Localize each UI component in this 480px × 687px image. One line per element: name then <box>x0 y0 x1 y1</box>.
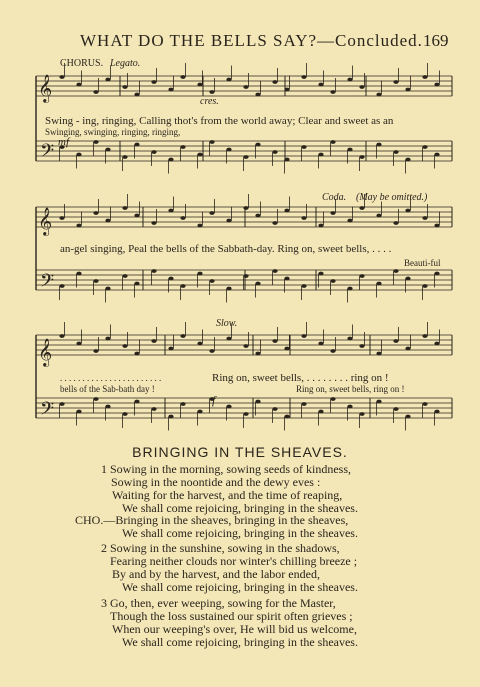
note-head <box>151 221 156 225</box>
note-head <box>76 83 81 87</box>
note-head <box>272 80 277 84</box>
note-head <box>318 224 323 228</box>
treble-clef-icon: 𝄞 <box>38 209 53 235</box>
note-head <box>151 407 156 411</box>
slow-marking: Slow. <box>216 318 238 329</box>
note-head <box>59 402 64 406</box>
note-head <box>376 352 381 356</box>
note-head <box>168 415 173 419</box>
note-head <box>393 339 398 343</box>
note-head <box>122 85 127 89</box>
bass-clef-icon: 𝄢 <box>40 140 55 165</box>
note-head <box>197 410 202 414</box>
verse-line: 3 Go, then, ever weeping, sowing for the Master, <box>101 596 336 610</box>
note-head <box>347 219 352 223</box>
note-head <box>197 342 202 346</box>
bass-clef-icon: 𝄢 <box>40 398 55 423</box>
note-head <box>376 214 381 218</box>
note-head <box>93 397 98 401</box>
note-head <box>330 279 335 283</box>
note-head <box>434 410 439 414</box>
note-head <box>393 80 398 84</box>
note-head <box>347 148 352 152</box>
note-head <box>405 158 410 162</box>
note-head <box>434 153 439 157</box>
verse-line: We shall come rejoicing, bringing in the sheaves. <box>122 501 358 515</box>
note-head <box>330 90 335 94</box>
note-head <box>76 410 81 414</box>
note-head <box>405 415 410 419</box>
note-head <box>422 284 427 288</box>
note-head <box>405 209 410 213</box>
note-head <box>272 269 277 273</box>
lyric-line: Beauti-ful <box>404 258 441 268</box>
hymn-title: BRINGING IN THE SHEAVES. <box>132 444 348 460</box>
note-head <box>122 155 127 159</box>
note-head <box>180 145 185 149</box>
bass-clef-icon: 𝄢 <box>40 270 55 295</box>
note-head <box>93 211 98 215</box>
note-head <box>318 272 323 276</box>
verse-line: We shall come rejoicing, bringing in the sheaves. <box>122 635 358 649</box>
note-head <box>180 334 185 338</box>
note-head <box>243 155 248 159</box>
note-head <box>318 342 323 346</box>
note-head <box>434 342 439 346</box>
note-head <box>59 284 64 288</box>
note-head <box>376 143 381 147</box>
note-head <box>359 344 364 348</box>
note-head <box>405 277 410 281</box>
note-head <box>134 143 139 147</box>
note-head <box>243 344 248 348</box>
note-head <box>284 347 289 351</box>
note-head <box>122 344 127 348</box>
treble-clef-icon: 𝄞 <box>38 340 53 366</box>
note-head <box>197 224 202 228</box>
note-head <box>168 277 173 281</box>
note-head <box>318 83 323 87</box>
note-head <box>255 282 260 286</box>
verse-line: We shall come rejoicing, bringing in the sheaves. <box>122 526 358 540</box>
note-head <box>301 216 306 220</box>
note-head <box>105 78 110 82</box>
note-head <box>243 412 248 416</box>
note-head <box>330 349 335 353</box>
note-head <box>93 279 98 283</box>
note-head <box>434 83 439 87</box>
note-head <box>359 206 364 210</box>
note-head <box>284 88 289 92</box>
note-head <box>330 211 335 215</box>
note-head <box>93 349 98 353</box>
note-head <box>422 334 427 338</box>
note-head <box>180 402 185 406</box>
note-head <box>330 397 335 401</box>
note-head <box>347 287 352 291</box>
note-head <box>243 274 248 278</box>
note-head <box>151 150 156 154</box>
note-head <box>134 352 139 356</box>
note-head <box>76 272 81 276</box>
note-head <box>134 282 139 286</box>
lyric-line: bells of the Sab-bath day ! <box>60 384 155 394</box>
note-head <box>134 400 139 404</box>
verse-line: Though the loss sustained our spirit often grieves ; <box>110 609 353 623</box>
note-head <box>180 284 185 288</box>
treble-clef-icon: 𝄞 <box>38 76 53 102</box>
lyric-line: Ring on, sweet bells, . . . . . . . . ring on ! <box>212 372 389 384</box>
note-head <box>301 402 306 406</box>
note-head <box>393 221 398 225</box>
page-header-title: WHAT DO THE BELLS SAY?—Concluded. <box>80 31 423 50</box>
note-head <box>359 412 364 416</box>
note-head <box>180 216 185 220</box>
verse-line: When our weeping's over, He will bid us welcome, <box>112 622 357 636</box>
note-head <box>376 93 381 97</box>
coda-marking: Coda. <box>322 192 347 203</box>
note-head <box>376 282 381 286</box>
note-head <box>359 274 364 278</box>
verse-line: Fearing neither clouds nor winter's chilling breeze ; <box>110 554 358 568</box>
optional-marking: (May be omitted.) <box>356 192 428 203</box>
chorus-marking: CHORUS. <box>60 58 104 69</box>
note-head <box>122 412 127 416</box>
note-head <box>151 339 156 343</box>
verse-line: We shall come rejoicing, bringing in the sheaves. <box>122 580 358 594</box>
mf-marking: mf <box>58 136 69 148</box>
note-head <box>59 216 64 220</box>
note-head <box>359 155 364 159</box>
note-head <box>284 158 289 162</box>
note-head <box>93 90 98 94</box>
verse-line: CHO.—Bringing in the sheaves, bringing in the sheaves, <box>75 513 349 527</box>
note-head <box>422 216 427 220</box>
note-head <box>168 88 173 92</box>
legato-marking: Legato. <box>110 58 141 69</box>
note-head <box>284 209 289 213</box>
note-head <box>272 221 277 225</box>
note-head <box>122 206 127 210</box>
note-head <box>168 209 173 213</box>
note-head <box>301 75 306 79</box>
note-head <box>209 140 214 144</box>
note-head <box>243 206 248 210</box>
lyric-line: an-gel singing, Peal the bells of the Sabbath-day. Ring on, sweet bells, . . . . <box>60 243 392 255</box>
note-head <box>105 337 110 341</box>
verse-line: 2 Sowing in the sunshine, sowing in the shadows, <box>101 541 340 555</box>
note-head <box>226 148 231 152</box>
note-head <box>226 219 231 223</box>
note-head <box>168 347 173 351</box>
lyric-line: Swing - ing, ringing, Calling thot's from the world away; Clear and sweet as an <box>45 115 394 127</box>
note-head <box>359 85 364 89</box>
note-head <box>168 158 173 162</box>
note-head <box>272 150 277 154</box>
note-head <box>393 269 398 273</box>
note-head <box>197 83 202 87</box>
page-number: 169 <box>423 31 449 50</box>
note-head <box>226 78 231 82</box>
note-head <box>122 274 127 278</box>
verse-line: Waiting for the harvest, and the time of reaping, <box>112 488 343 502</box>
note-head <box>318 410 323 414</box>
note-head <box>105 405 110 409</box>
note-head <box>93 140 98 144</box>
note-head <box>134 214 139 218</box>
note-head <box>209 349 214 353</box>
note-head <box>301 334 306 338</box>
note-head <box>255 93 260 97</box>
verse-line: By and by the harvest, and the labor ended, <box>112 567 320 581</box>
note-head <box>197 272 202 276</box>
note-head <box>422 402 427 406</box>
note-head <box>405 88 410 92</box>
note-head <box>255 143 260 147</box>
note-head <box>422 75 427 79</box>
note-head <box>330 140 335 144</box>
note-head <box>180 75 185 79</box>
note-head <box>197 153 202 157</box>
note-head <box>59 334 64 338</box>
note-head <box>376 400 381 404</box>
note-head <box>105 219 110 223</box>
note-head <box>76 153 81 157</box>
note-head <box>151 269 156 273</box>
note-head <box>151 80 156 84</box>
note-head <box>59 75 64 79</box>
note-head <box>255 214 260 218</box>
note-head <box>209 211 214 215</box>
note-head <box>393 150 398 154</box>
note-head <box>272 407 277 411</box>
note-head <box>347 337 352 341</box>
note-head <box>347 78 352 82</box>
note-head <box>226 337 231 341</box>
note-head <box>284 415 289 419</box>
note-head <box>347 405 352 409</box>
note-head <box>226 287 231 291</box>
note-head <box>105 287 110 291</box>
note-head <box>318 153 323 157</box>
cres-marking: cres. <box>200 96 219 107</box>
note-head <box>405 347 410 351</box>
note-head <box>284 277 289 281</box>
note-head <box>209 90 214 94</box>
note-head <box>255 352 260 356</box>
f-marking: f <box>212 393 216 407</box>
verse-line: 1 Sowing in the morning, sowing seeds of kindness, <box>101 462 351 476</box>
note-head <box>76 342 81 346</box>
lyric-dots: . . . . . . . . . . . . . . . . . . . . . . . <box>60 373 162 383</box>
note-head <box>226 405 231 409</box>
note-head <box>76 224 81 228</box>
verse-line: Sowing in the noontide and the dewy eves : <box>111 475 321 489</box>
note-head <box>243 85 248 89</box>
note-head <box>272 339 277 343</box>
note-head <box>209 279 214 283</box>
note-head <box>134 93 139 97</box>
note-head <box>301 284 306 288</box>
note-head <box>255 400 260 404</box>
note-head <box>105 148 110 152</box>
note-head <box>301 145 306 149</box>
lyric-line: Ring on, sweet bells, ring on ! <box>296 384 405 394</box>
note-head <box>434 224 439 228</box>
note-head <box>422 145 427 149</box>
note-head <box>434 272 439 276</box>
lyric-line: Swinging, swinging, ringing, ringing, <box>45 127 181 137</box>
note-head <box>393 407 398 411</box>
